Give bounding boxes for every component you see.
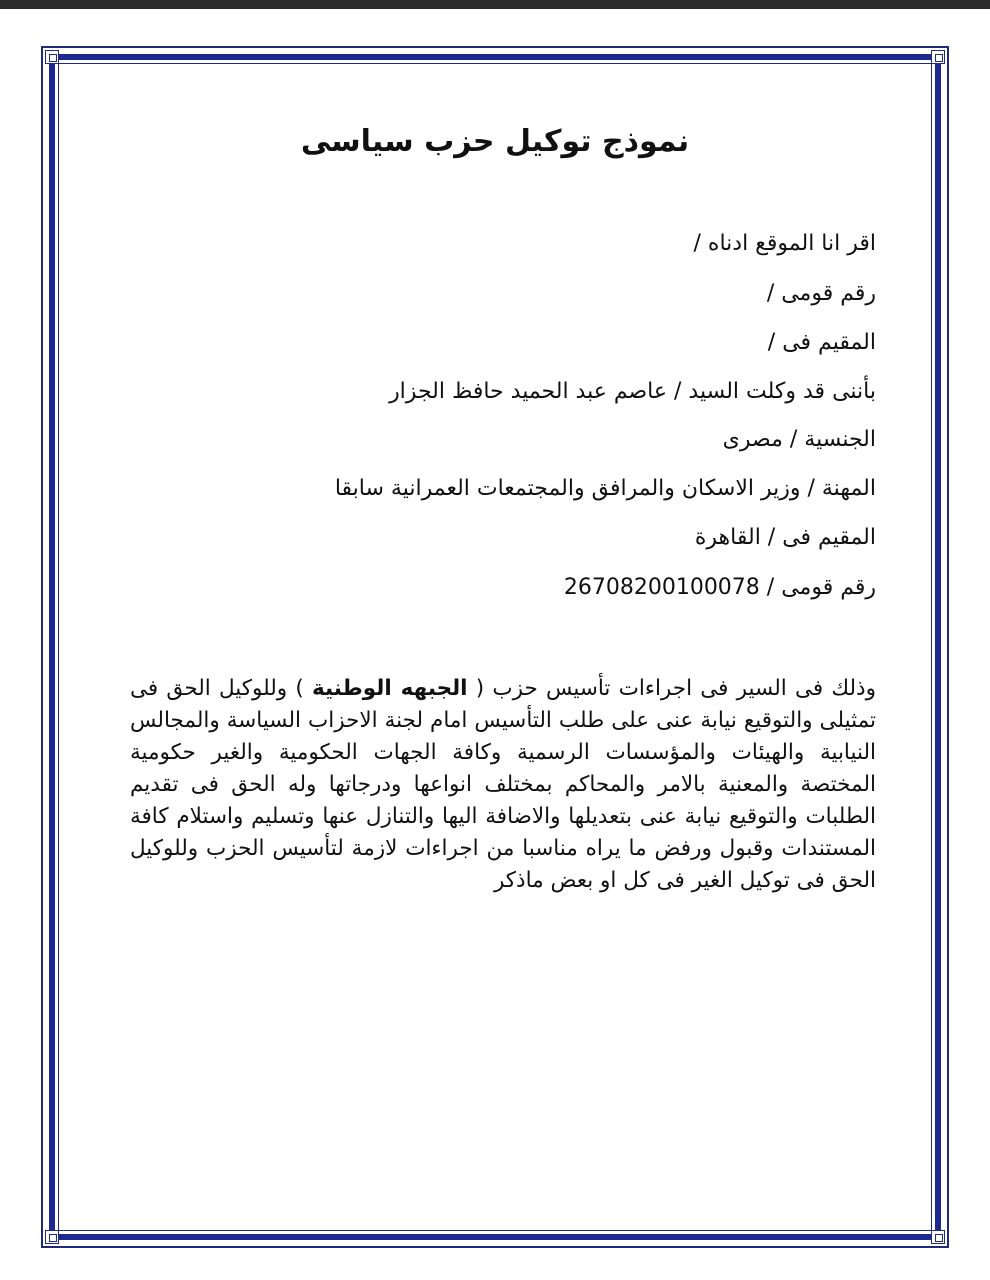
top-dark-band [0, 0, 990, 9]
field-agent-residence: المقيم فى / القاهرة [694, 525, 876, 550]
party-name: الجبهه الوطنية [311, 676, 468, 701]
field-agent-name: بأننى قد وكلت السيد / عاصم عبد الحميد حافظ الجزار [389, 379, 876, 404]
paragraph-intro: وذلك فى السير فى اجراءات تأسيس حزب ( [467, 676, 876, 701]
field-national-id: رقم قومى / [766, 281, 876, 306]
authorization-paragraph [130, 673, 876, 897]
field-agent-national-id: رقم قومى / 26708200100078 [563, 575, 876, 600]
field-residence: المقيم فى / [767, 330, 876, 355]
field-signatory: اقر انا الموقع ادناه / [693, 231, 876, 256]
corner-ornament-top-right [931, 50, 945, 64]
document-title: نموذج توكيل حزب سياسى [300, 124, 690, 159]
paragraph-rest: ) وللوكيل الحق فى تمثيلى والتوقيع نيابة عنى على طلب التأسيس امام لجنة الاحزاب السياسة والمجالس النيابية والهيئات والمؤسسات الرسمية وكافة الجهات الحكومية والغير حكومية المختصة والمعنية بالامر والمحاكم بمختلف انواعها ودرجاتها وله الحق فى تقديم الطلبات والتوقيع نيابة عنى بتعديلها والاضافة اليها والتنازل عنها وتسليم واستلام كافة المستندات وقبول ورفض ما يراه مناسبا من اجراءات لازمة لتأسيس الحزب وللوكيل الحق فى توكيل الغير فى كل او بعض ماذكر [130, 676, 876, 893]
corner-ornament-bottom-left [45, 1230, 59, 1244]
field-nationality: الجنسية / مصرى [722, 427, 876, 452]
field-profession: المهنة / وزير الاسكان والمرافق والمجتمعات العمرانية سابقا [334, 476, 876, 501]
corner-ornament-bottom-right [931, 1230, 945, 1244]
corner-ornament-top-left [45, 50, 59, 64]
